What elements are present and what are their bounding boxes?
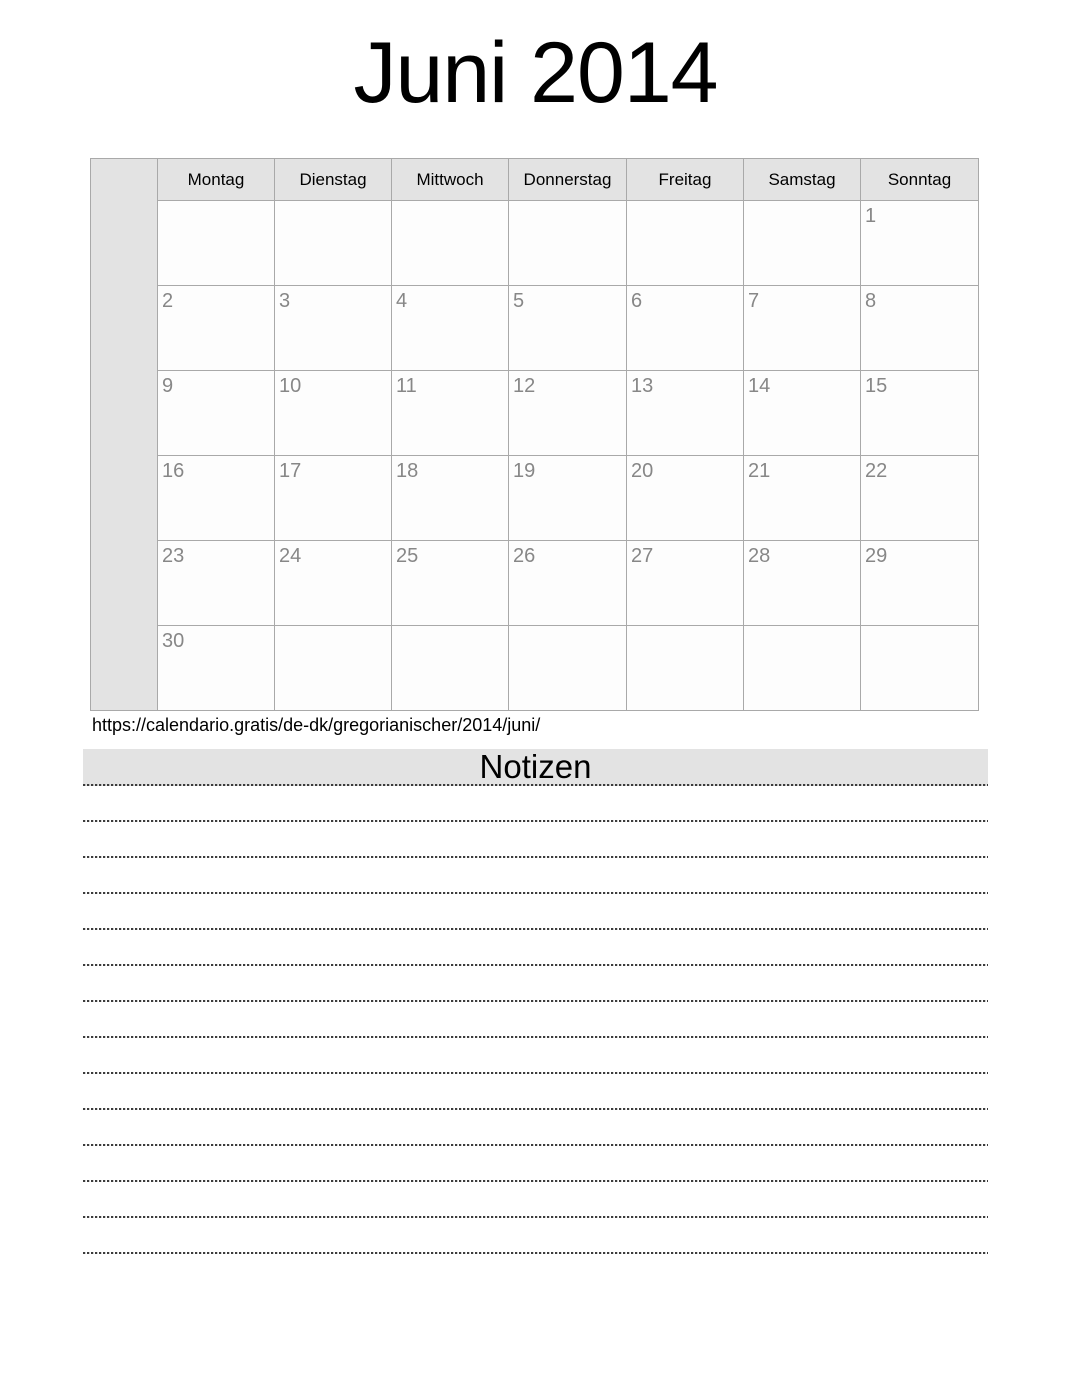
weekday-header-samstag: Samstag bbox=[744, 159, 861, 201]
note-line bbox=[83, 1074, 988, 1110]
day-cell-7 bbox=[744, 286, 861, 371]
day-number: 9 bbox=[162, 375, 174, 397]
day-cell-20 bbox=[627, 456, 744, 541]
day-cell-24 bbox=[275, 541, 392, 626]
note-line bbox=[83, 786, 988, 822]
day-cell-10 bbox=[275, 371, 392, 456]
day-cell-empty bbox=[509, 201, 627, 286]
day-cell-4 bbox=[392, 286, 509, 371]
calendar-week-row bbox=[91, 201, 979, 286]
calendar-week-row bbox=[91, 541, 979, 626]
day-number: 13 bbox=[631, 375, 654, 397]
day-cell-22 bbox=[861, 456, 979, 541]
day-number: 28 bbox=[748, 545, 771, 567]
calendar-body bbox=[91, 159, 979, 711]
day-cell-empty bbox=[275, 201, 392, 286]
day-cell-15 bbox=[861, 371, 979, 456]
note-line bbox=[83, 1182, 988, 1218]
day-number: 16 bbox=[162, 460, 185, 482]
day-cell-21 bbox=[744, 456, 861, 541]
day-number: 3 bbox=[279, 290, 291, 312]
day-cell-14 bbox=[744, 371, 861, 456]
calendar-week-row bbox=[91, 286, 979, 371]
note-line bbox=[83, 1038, 988, 1074]
day-number: 10 bbox=[279, 375, 302, 397]
weekday-header-montag: Montag bbox=[158, 159, 275, 201]
day-number: 22 bbox=[865, 460, 888, 482]
day-cell-18 bbox=[392, 456, 509, 541]
weekday-header-sonntag: Sonntag bbox=[861, 159, 979, 201]
day-cell-9 bbox=[158, 371, 275, 456]
calendar-week-row bbox=[91, 626, 979, 711]
note-line bbox=[83, 930, 988, 966]
day-number: 15 bbox=[865, 375, 888, 397]
day-cell-19 bbox=[509, 456, 627, 541]
day-number: 21 bbox=[748, 460, 771, 482]
note-line bbox=[83, 1146, 988, 1182]
page-title: Juni 2014 bbox=[353, 25, 718, 121]
day-cell-6 bbox=[627, 286, 744, 371]
weekday-header-mittwoch: Mittwoch bbox=[392, 159, 509, 201]
notes-section bbox=[83, 749, 988, 1254]
day-cell-empty bbox=[861, 626, 979, 711]
day-cell-empty bbox=[627, 626, 744, 711]
day-number: 8 bbox=[865, 290, 877, 312]
week-gutter-column bbox=[91, 159, 158, 711]
day-cell-11 bbox=[392, 371, 509, 456]
day-cell-3 bbox=[275, 286, 392, 371]
day-cell-5 bbox=[509, 286, 627, 371]
day-cell-empty bbox=[509, 626, 627, 711]
day-cell-25 bbox=[392, 541, 509, 626]
day-cell-27 bbox=[627, 541, 744, 626]
day-number: 6 bbox=[631, 290, 643, 312]
notes-title: Notizen bbox=[479, 748, 592, 785]
day-number: 5 bbox=[513, 290, 525, 312]
day-cell-2 bbox=[158, 286, 275, 371]
calendar-week-row bbox=[91, 371, 979, 456]
day-cell-26 bbox=[509, 541, 627, 626]
day-number: 1 bbox=[865, 205, 877, 227]
day-number: 20 bbox=[631, 460, 654, 482]
weekday-header-dienstag: Dienstag bbox=[275, 159, 392, 201]
day-cell-empty bbox=[158, 201, 275, 286]
day-cell-empty bbox=[627, 201, 744, 286]
day-number: 18 bbox=[396, 460, 419, 482]
day-number: 4 bbox=[396, 290, 408, 312]
day-number: 19 bbox=[513, 460, 536, 482]
day-number: 24 bbox=[279, 545, 302, 567]
day-cell-empty bbox=[392, 201, 509, 286]
note-line bbox=[83, 1218, 988, 1254]
weekday-header-freitag: Freitag bbox=[627, 159, 744, 201]
day-cell-30 bbox=[158, 626, 275, 711]
day-cell-28 bbox=[744, 541, 861, 626]
calendar-week-row bbox=[91, 456, 979, 541]
note-line bbox=[83, 894, 988, 930]
day-cell-29 bbox=[861, 541, 979, 626]
day-number: 23 bbox=[162, 545, 185, 567]
day-cell-empty bbox=[744, 626, 861, 711]
day-cell-8 bbox=[861, 286, 979, 371]
weekday-header-donnerstag: Donnerstag bbox=[509, 159, 627, 201]
day-cell-empty bbox=[744, 201, 861, 286]
day-cell-23 bbox=[158, 541, 275, 626]
day-number: 12 bbox=[513, 375, 536, 397]
notes-header bbox=[83, 749, 988, 786]
note-line bbox=[83, 1110, 988, 1146]
day-number: 25 bbox=[396, 545, 419, 567]
day-number: 26 bbox=[513, 545, 536, 567]
day-cell-12 bbox=[509, 371, 627, 456]
day-number: 29 bbox=[865, 545, 888, 567]
day-number: 30 bbox=[162, 630, 185, 652]
day-cell-13 bbox=[627, 371, 744, 456]
day-cell-empty bbox=[392, 626, 509, 711]
day-cell-empty bbox=[275, 626, 392, 711]
day-number: 27 bbox=[631, 545, 654, 567]
day-number: 2 bbox=[162, 290, 174, 312]
calendar-table bbox=[90, 158, 979, 711]
note-line bbox=[83, 822, 988, 858]
weekday-header-row bbox=[91, 159, 979, 201]
note-line bbox=[83, 1002, 988, 1038]
source-url: https://calendario.gratis/de-dk/gregorianischer/2014/juni/ bbox=[92, 715, 541, 735]
day-cell-17 bbox=[275, 456, 392, 541]
day-number: 17 bbox=[279, 460, 302, 482]
day-number: 7 bbox=[748, 290, 760, 312]
note-line bbox=[83, 858, 988, 894]
day-number: 11 bbox=[396, 375, 417, 397]
note-line bbox=[83, 966, 988, 1002]
day-cell-16 bbox=[158, 456, 275, 541]
day-cell-1 bbox=[861, 201, 979, 286]
day-number: 14 bbox=[748, 375, 771, 397]
